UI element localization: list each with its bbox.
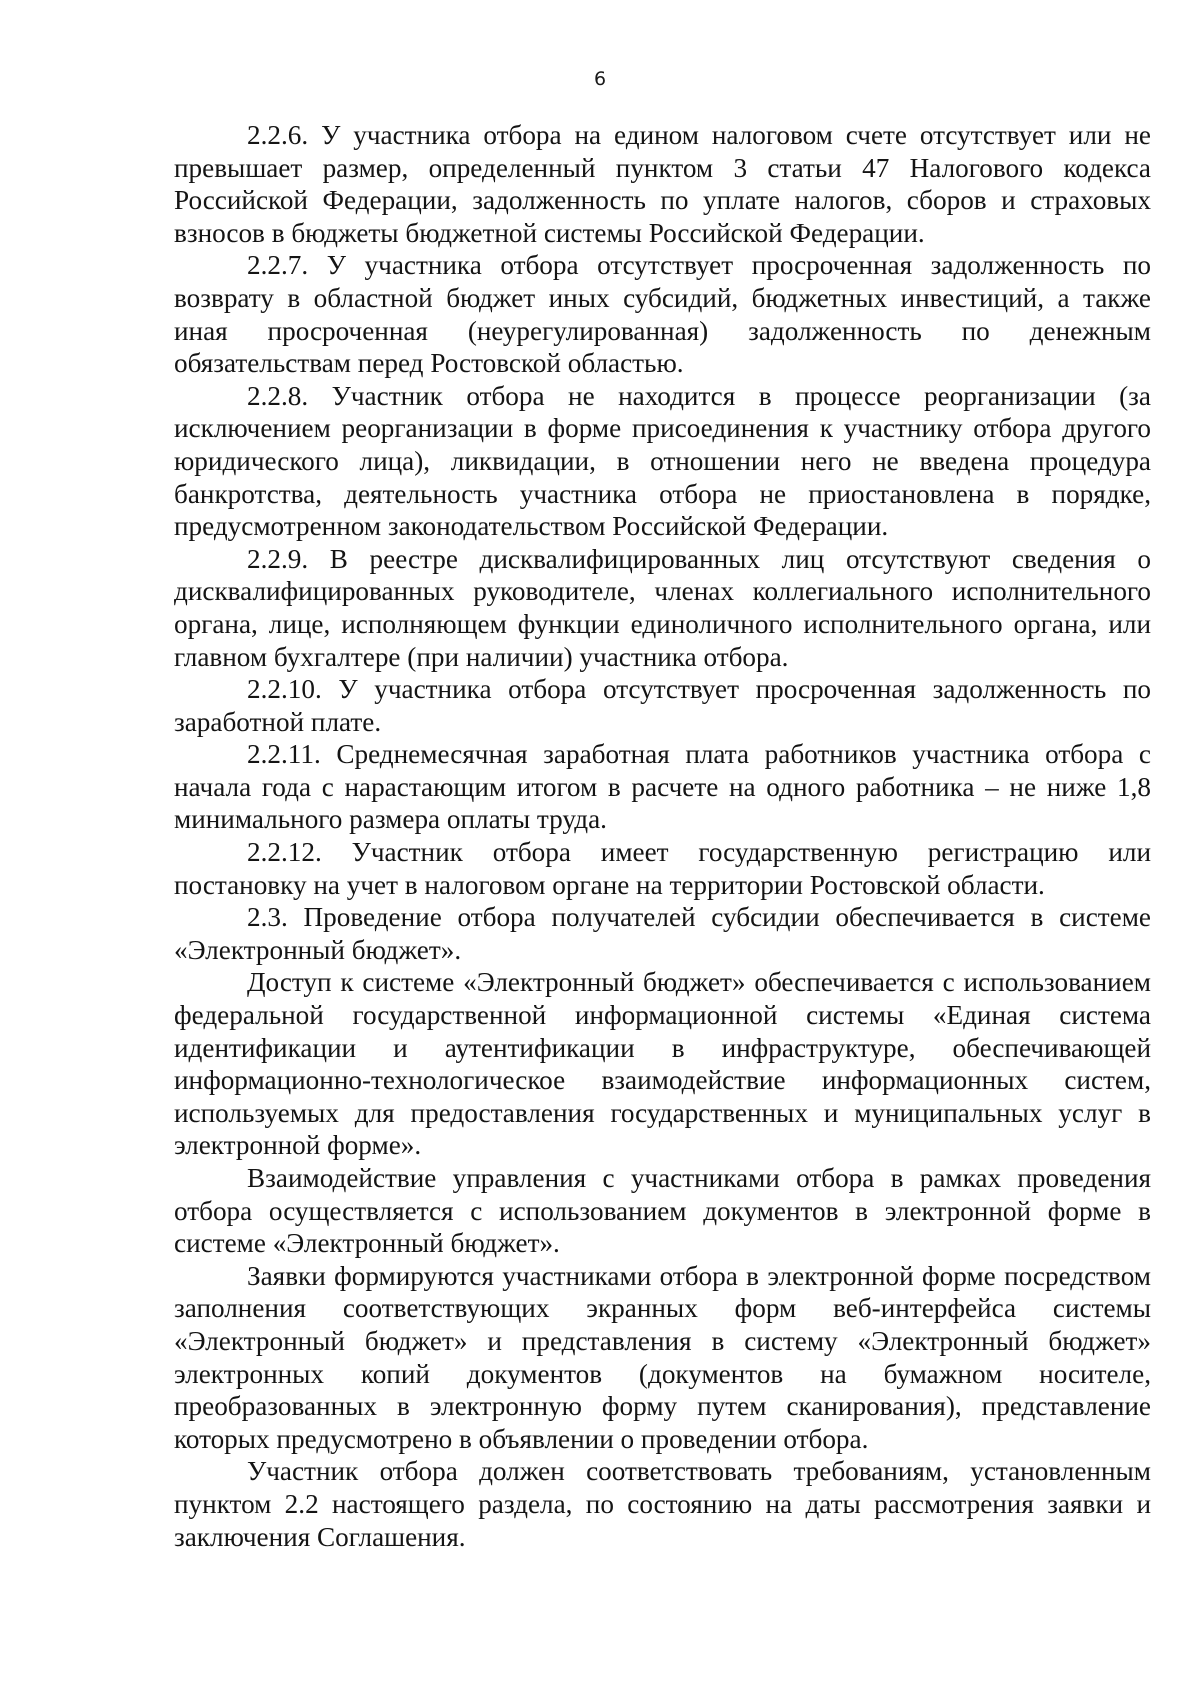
- paragraph-requirements: Участник отбора должен соответствовать требованиям, установленным пунктом 2.2 настоящего раздела, по состоянию на даты рассмотрения заявки и заключения Соглашения.: [174, 1456, 1151, 1552]
- paragraph-applications: Заявки формируются участниками отбора в электронной форме посредством заполнения соответствующих экранных форм веб-интерфейса системы «Электронный бюджет» и представления в систему «Электронный бюджет» электронных копий документов (документов на бумажном носителе, преобразованных в электронную форму путем сканирования), представление которых предусмотрено в объявлении о проведении отбора.: [174, 1260, 1151, 1454]
- page-number: 6: [593, 68, 607, 90]
- paragraph-2-2-11: 2.2.11. Среднемесячная заработная плата работников участника отбора с начала года с нарастающим итогом в расчете на одного работника – не ниже 1,8 минимального размера оплаты труда.: [174, 739, 1151, 835]
- paragraph-2-2-6: 2.2.6. У участника отбора на едином налоговом счете отсутствует или не превышает размер, определенный пунктом 3 статьи 47 Налогового кодекса Российской Федерации, задолженность по уплате налогов, сборов и страховых взносов в бюджеты бюджетной системы Российской Федерации.: [174, 120, 1151, 248]
- paragraph-2-2-7: 2.2.7. У участника отбора отсутствует просроченная задолженность по возврату в областной бюджет иных субсидий, бюджетных инвестиций, а также иная просроченная (неурегулированная) задолженность по денежным обязательствам перед Ростовской областью.: [174, 250, 1151, 379]
- paragraph-access: Доступ к системе «Электронный бюджет» обеспечивается с использованием федеральной государственной информационной системы «Единая система идентификации и аутентификации в инфраструктуре, обеспечивающей информационно-технологическое взаимодействие информационных систем, используемых для предоставления государственных и муниципальных услуг в электронной форме».: [174, 967, 1151, 1161]
- paragraph-2-2-9: 2.2.9. В реестре дисквалифицированных лиц отсутствуют сведения о дисквалифицированных руководителе, членах коллегиального исполнительного органа, лице, исполняющем функции единоличного исполнительного органа, или главном бухгалтере (при наличии) участника отбора.: [174, 543, 1151, 672]
- paragraph-interaction: Взаимодействие управления с участниками отбора в рамках проведения отбора осуществляется с использованием документов в электронной форме в системе «Электронный бюджет».: [174, 1163, 1151, 1259]
- paragraph-2-2-10: 2.2.10. У участника отбора отсутствует просроченная задолженность по заработной плате.: [174, 674, 1151, 737]
- document-body: [174, 119, 1151, 1553]
- paragraph-2-2-8: 2.2.8. Участник отбора не находится в процессе реорганизации (за исключением реорганизации в форме присоединения к участнику отбора другого юридического лица), ликвидации, в отношении него не введена процедура банкротства, деятельность участника отбора не приостановлена в порядке, предусмотренном законодательством Российской Федерации.: [174, 380, 1151, 542]
- paragraph-2-2-12: 2.2.12. Участник отбора имеет государственную регистрацию или постановку на учет в налоговом органе на территории Ростовской области.: [174, 837, 1151, 900]
- paragraph-2-3: 2.3. Проведение отбора получателей субсидии обеспечивается в системе «Электронный бюджет».: [174, 902, 1151, 965]
